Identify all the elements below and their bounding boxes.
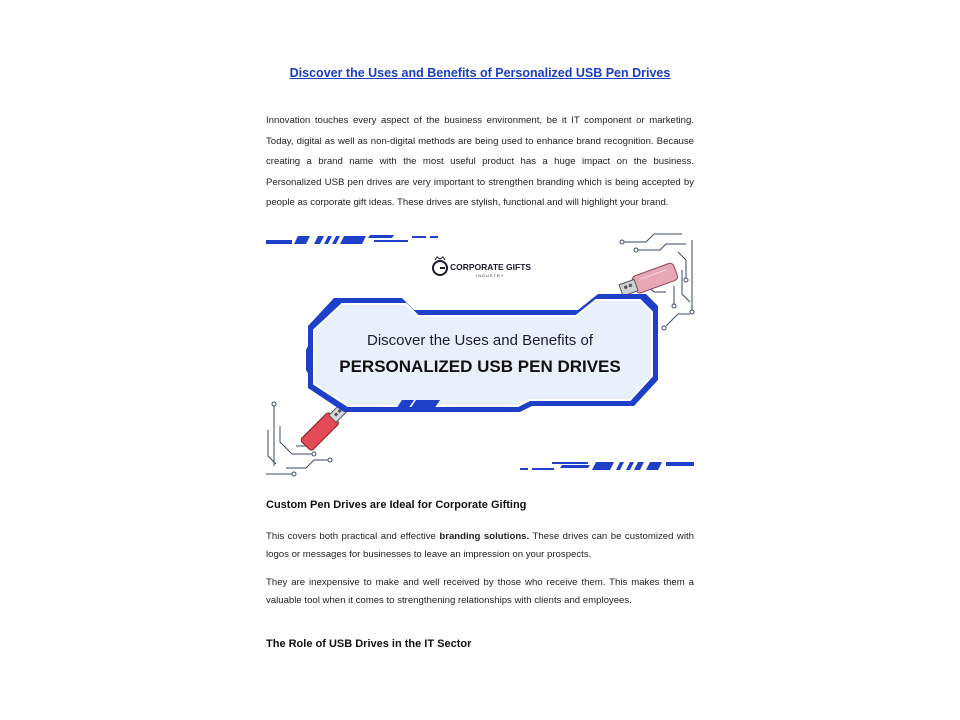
banner-line-1: Discover the Uses and Benefits of [367,332,593,349]
logo-name: CORPORATE GIFTS [450,262,532,272]
bottom-right-stripes [520,462,694,470]
banner-line-2: PERSONALIZED USB PEN DRIVES [339,357,621,376]
section1-paragraph-1: This covers both practical and effective branding solutions. These drives can be customized with logos or messages for businesses to leave an impression on your prospects. [266,531,694,560]
logo-sub: INDUSTRY [476,273,505,278]
pink-usb-drive-icon [618,262,679,299]
section-heading-corporate-gifting: Custom Pen Drives are Ideal for Corporate Gifting [266,499,527,511]
intro-paragraph: Innovation touches every aspect of the business environment, be it IT component or marketing. Today, digital as well as non-digital methods are being used to enhance brand recognition. Because creating a brand name with the most useful product has a huge impact on the business. Personalized USB pen drives are very important to strengthen branding which is being accepted by people as corporate gift ideas. These drives are stylish, functional and will highlight your brand. [266,115,694,208]
section-heading-it-sector: The Role of USB Drives in the IT Sector [266,638,472,650]
red-usb-drive-icon [300,403,348,451]
section1-paragraph-2: They are inexpensive to make and well received by those who receive them. This makes them a valuable tool when it comes to strengthening relationships with clients and employees. [266,577,694,606]
corporate-gifts-logo [433,257,531,278]
document-title-link[interactable]: Discover the Uses and Benefits of Personalized USB Pen Drives [289,66,671,80]
banner-image [262,230,698,478]
branding-solutions-bold: branding solutions. [439,531,530,542]
banner-panel [306,294,658,412]
top-left-stripes [266,235,438,244]
